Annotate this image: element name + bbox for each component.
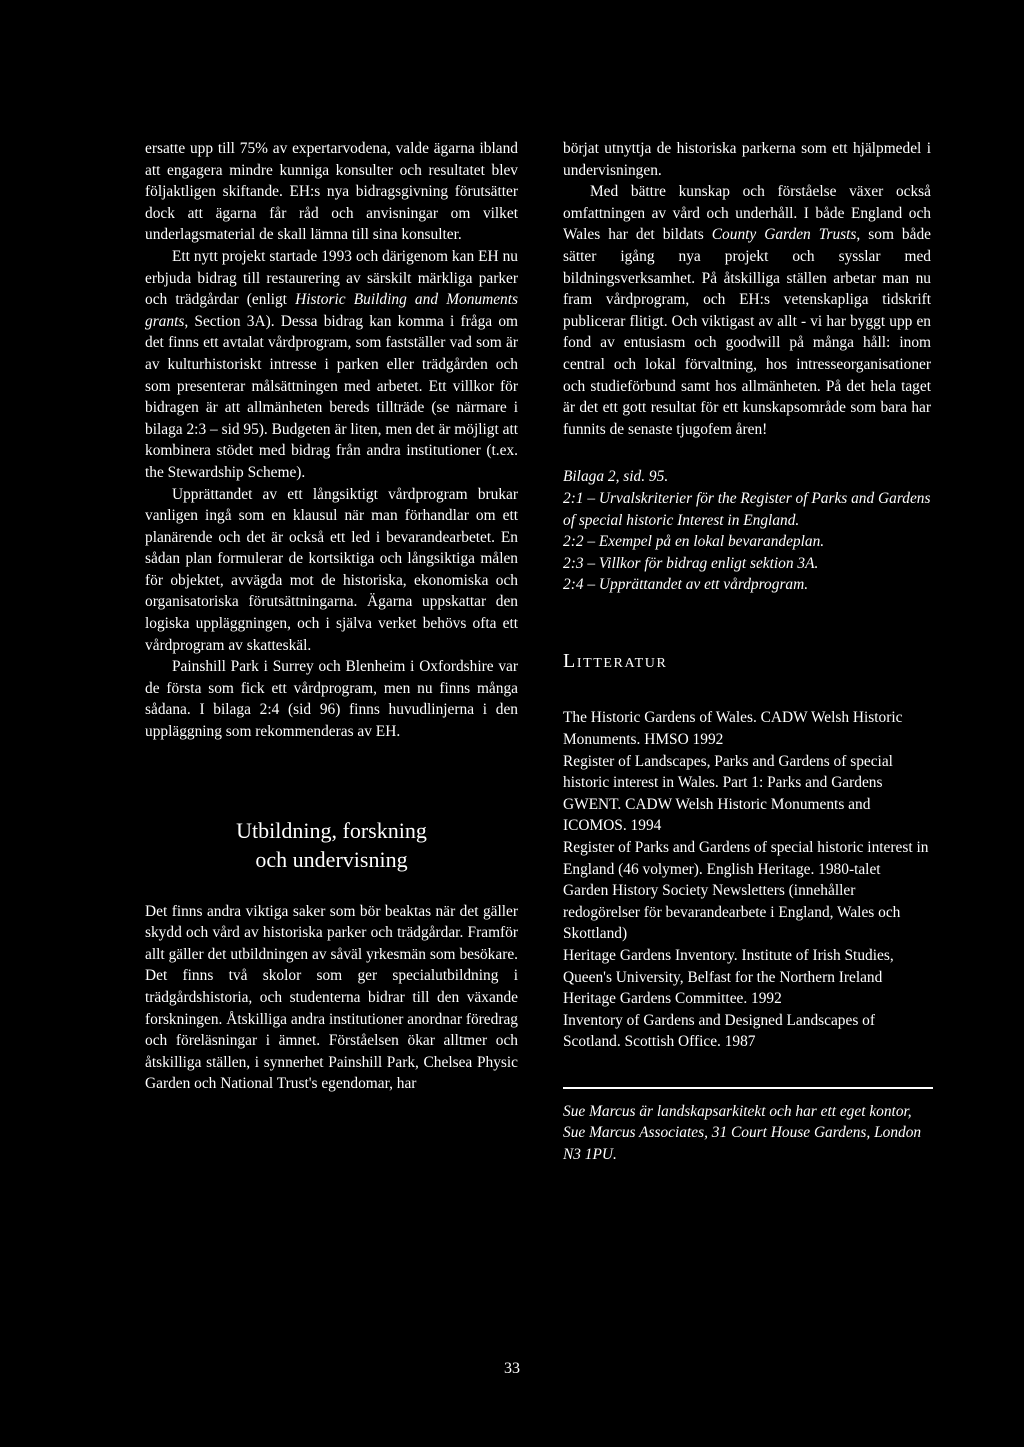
section-heading: [145, 816, 518, 874]
literature-list: [563, 707, 931, 1053]
page-number: 33: [504, 1360, 520, 1377]
paragraph-text: , Section 3A). Dessa bidrag kan komma i fråga om det finns ett avtalat vårdprogram, som fastställer vad som är av kulturhistoriskt intresse i parken eller trädgården och som presenterar målsättningen med arbetet. Ett villkor för bidragen är att allmänheten bereds tillträde (se närmare i bilaga 2:3 – sid 95). Budgeten är liten, men det är möjligt att kombinera stödet med bidrag från andra institutioner (t.ex. the Stewardship Scheme).: [145, 312, 518, 481]
appendix-list: [563, 488, 931, 596]
literature-item: Heritage Gardens Inventory. Institute of Irish Studies, Queen's University, Belfast for the Northern Ireland Heritage Gardens Committee. 1992: [563, 947, 894, 1008]
literature-item: Register of Parks and Gardens of special historic interest in England (46 volymer). English Heritage. 1980-talet: [563, 839, 929, 878]
italic-title: Historic Building and Monuments grants: [145, 291, 519, 330]
right-column: [563, 138, 931, 1165]
body-paragraph: Upprättandet av ett långsiktigt vårdprogram brukar vanligen ingå som en klausul när man förhandlar om ett planärende och det är också ett led i bevarandearbetet. En sådan plan formulerar de kortsiktiga och långsiktiga målen för objektet, avvägda mot de historiska, ekonomiska och organisatoriska förutsättningarna. Ägarna uppskattar den logiska uppläggningen, och i själva verket behövs ofta ett vårdprogram av skatteskäl.: [145, 485, 518, 654]
italic-title: County Garden Trusts: [711, 226, 857, 244]
literature-item: Garden History Society Newsletters (innehåller redogörelser för bevarandearbete i England, Wales och Skottland): [563, 882, 901, 943]
section-heading-line: Utbildning, forskning: [236, 817, 427, 843]
appendix-item: 2:2 – Exempel på en lokal bevarandeplan.: [563, 533, 825, 551]
literature-item: The Historic Gardens of Wales. CADW Welsh Historic Monuments. HMSO 1992: [563, 709, 903, 749]
section-heading-line: och undervisning: [255, 846, 408, 872]
body-paragraph: [563, 181, 931, 440]
literature-item: Register of Landscapes, Parks and Gardens of special historic interest in Wales. Part 1: Parks and Gardens GWENT. CADW Welsh Historic Monuments and ICOMOS. 1994: [563, 752, 893, 835]
body-paragraph: Painshill Park i Surrey och Blenheim i Oxfordshire var de första som fick ett vårdprogram, men nu finns många sådana. I bilaga 2:4 (sid 96) finns huvudlinjerna i den uppläggning som rekommenderas av EH.: [145, 658, 518, 741]
body-paragraph: börjat utnyttja de historiska parkerna som ett hjälpmedel i undervisningen.: [563, 140, 931, 179]
author-note: Sue Marcus är landskapsarkitekt och har ett eget kontor, Sue Marcus Associates, 31 Court House Gardens, London N3 1PU.: [563, 1102, 922, 1163]
left-column: [145, 138, 518, 1095]
literature-item: Inventory of Gardens and Designed Landscapes of Scotland. Scottish Office. 1987: [563, 1011, 875, 1051]
literature-heading: Litteratur: [563, 649, 668, 672]
appendix-item: 2:3 – Villkor för bidrag enligt sektion 3A.: [563, 554, 819, 572]
paragraph-text: Med bättre kunskap och förståelse växer också omfattningen av vård och underhåll. I både England och Wales har det bildats: [563, 183, 931, 244]
body-paragraph: ersatte upp till 75% av expertarvodena, valde ägarna ibland att engagera mindre kunniga konsulter och resultatet blev följaktligen skiftande. EH:s nya bidragsgivning förutsätter dock att ägarna får råd och anvisningar om vilket underlagsmaterial de skall lämna till sina konsulter.: [145, 140, 518, 244]
body-paragraph: [145, 246, 518, 484]
divider-rule: [563, 1087, 933, 1089]
body-paragraph: Det finns andra viktiga saker som bör beaktas när det gäller skydd och vård av historiska parker och trädgårdar. Framför allt gäller det utbildningen av såväl yrkesmän som besökare. Det finns två skolor som ger specialutbildning i trädgårdshistoria, och studenterna bidrar till den växande forskningen. Åtskilliga andra institutioner anordnar föredrag och föreläsningar i ämnet. Förståelsen ökar alltmer och åtskilliga ställen, i synnerhet Painshill Park, Chelsea Physic Garden och National Trust's egendomar, har: [145, 902, 518, 1093]
appendix-item: 2:4 – Upprättandet av ett vårdprogram.: [563, 576, 809, 594]
appendix-reference: Bilaga 2, sid. 95.: [563, 468, 669, 486]
paragraph-text: , som både sätter igång nya projekt och sysslar med bildningsverksamhet. På åtskilliga ställen arbetar man nu fram vårdprogram, och EH:s vetenskapliga tidskrift publicerar flitigt. Och viktigast av allt - vi har byggt upp en fond av entusiasm och goodwill på många håll: inom central och lokal förvaltning, hos intresseorganisationer och studieförbund samt hos allmänheten. På det hela taget är det ett gott resultat för ett kunskapsområde som bara har funnits de senaste tjugofem åren!: [563, 226, 931, 438]
appendix-item: 2:1 – Urvalskriterier för the Register of Parks and Gardens of special historic Interest in England.: [563, 489, 931, 529]
paragraph-text: Ett nytt projekt startade 1993 och därigenom kan EH nu erbjuda bidrag till restaurering av särskilt märkliga parker och trädgårdar (enligt: [145, 247, 518, 309]
